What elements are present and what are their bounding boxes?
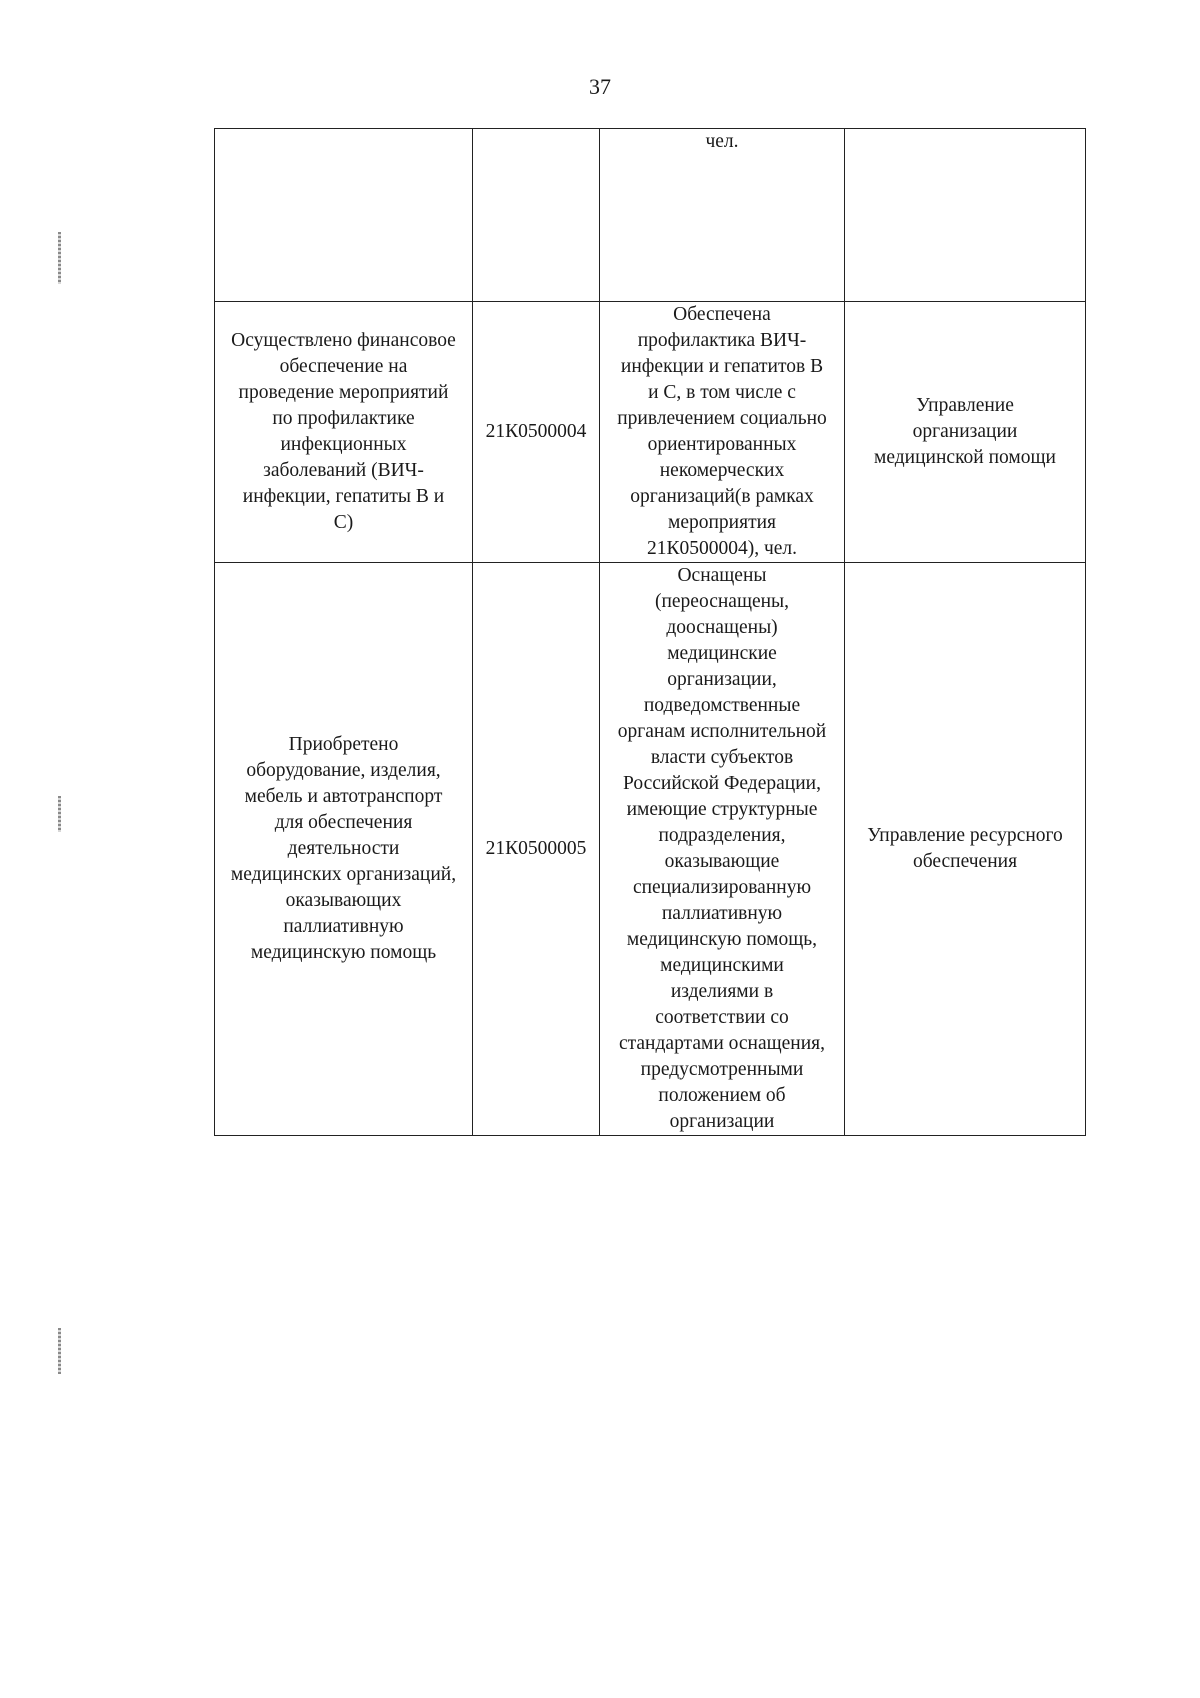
table-row: [215, 563, 1086, 1136]
result-cell: [215, 129, 473, 302]
indicator-cell: чел.: [600, 129, 845, 302]
scan-artifact-mark: [58, 796, 61, 832]
responsible-cell: Управление организации медицинской помощи: [845, 302, 1086, 563]
result-cell: Осуществлено финансовое обеспечение на проведение мероприятий по профилактике инфекционных заболеваний (ВИЧ- инфекции, гепатиты В и С): [215, 302, 473, 563]
page-number: 37: [589, 74, 611, 99]
result-cell: Приобретено оборудование, изделия, мебель и автотранспорт для обеспечения деятельности медицинских организаций, оказывающих паллиативную медицинскую помощь: [215, 563, 473, 1136]
table-row: [215, 302, 1086, 563]
responsible-cell: [845, 129, 1086, 302]
responsible-cell: Управление ресурсного обеспечения: [845, 563, 1086, 1136]
code-cell: [473, 129, 600, 302]
table-row: [215, 129, 1086, 302]
code-cell: 21К0500004: [473, 302, 600, 563]
indicator-cell: Оснащены (переоснащены, дооснащены) медицинские организации, подведомственные органам исполнительной власти субъектов Российской Федерации, имеющие структурные подразделения, оказывающие специализированную паллиативную медицинскую помощь, медицинскими изделиями в соответствии со стандартами оснащения, предусмотренными положением об организации: [600, 563, 845, 1136]
scan-artifact-mark: [58, 232, 61, 284]
code-cell: 21К0500005: [473, 563, 600, 1136]
measures-table: [214, 128, 1086, 1136]
scan-artifact-mark: [58, 1328, 61, 1374]
indicator-cell: Обеспечена профилактика ВИЧ- инфекции и гепатитов В и С, в том числе с привлечением социально ориентированных некомерческих организаций(в рамках мероприятия 21К0500004), чел.: [600, 302, 845, 563]
